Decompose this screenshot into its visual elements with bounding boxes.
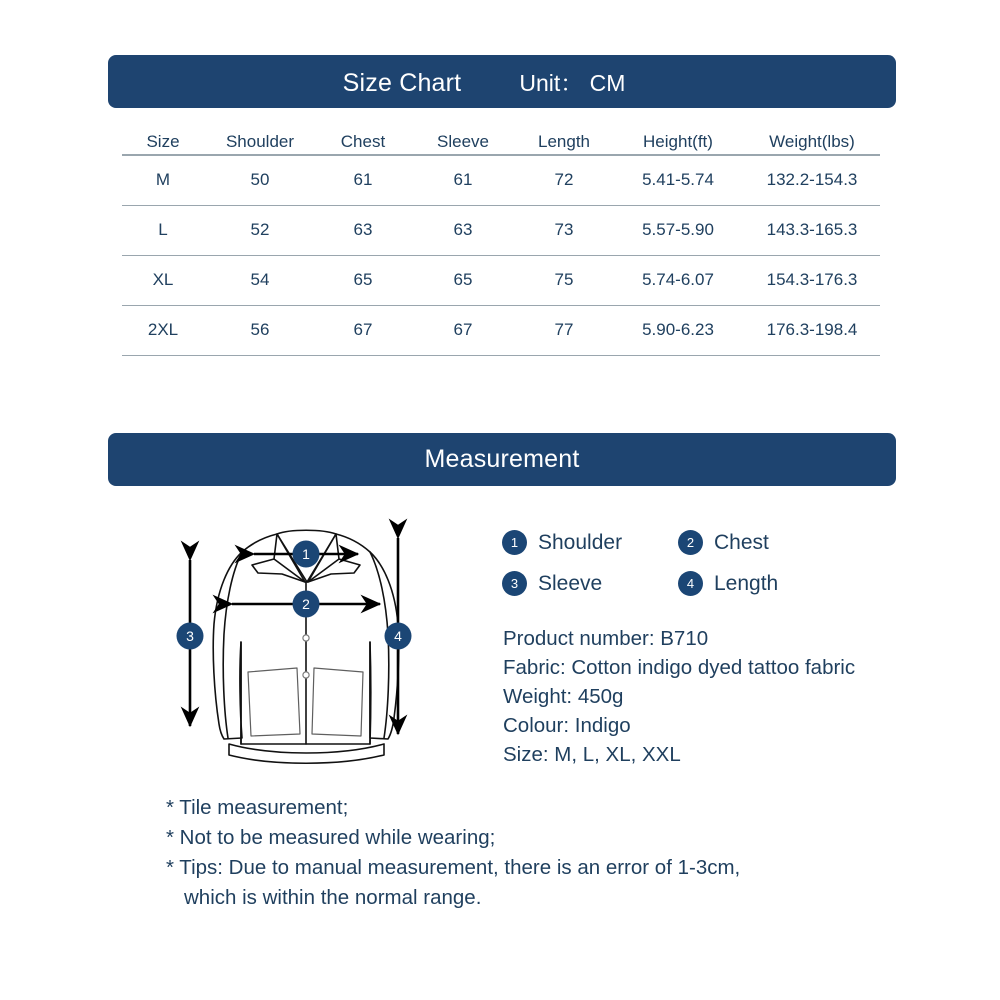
legend-badge-2-icon: 2 xyxy=(678,530,703,555)
legend-item-length xyxy=(678,571,778,596)
note-tips-continued: which is within the normal range. xyxy=(184,886,482,909)
svg-text:3: 3 xyxy=(186,628,194,644)
legend-label-shoulder: Shoulder xyxy=(538,530,623,554)
cell-shoulder: 50 xyxy=(250,170,270,190)
cell-sleeve: 63 xyxy=(453,220,473,239)
cell-weight: 176.3-198.4 xyxy=(766,320,858,339)
cell-height: 5.74-6.07 xyxy=(642,270,714,289)
cell-height: 5.90-6.23 xyxy=(642,320,714,339)
legend-badge-1-icon: 1 xyxy=(502,530,527,555)
measurement-legend xyxy=(502,530,892,612)
cell-chest: 61 xyxy=(353,170,373,190)
product-number-line: Product number: B710 xyxy=(503,627,709,650)
table-row xyxy=(122,205,880,255)
cell-height: 5.41-5.74 xyxy=(642,170,714,190)
legend-label-chest: Chest xyxy=(714,530,769,554)
cell-weight: 154.3-176.3 xyxy=(766,270,858,289)
cell-shoulder: 54 xyxy=(250,270,270,289)
table-row xyxy=(122,155,880,205)
colour-line: Colour: Indigo xyxy=(503,714,631,737)
note-not-while-wearing: * Not to be measured while wearing; xyxy=(166,826,496,849)
column-header-sleeve: Sleeve xyxy=(437,132,489,151)
legend-item-chest xyxy=(678,530,769,555)
size-chart-title: Size Chart xyxy=(342,69,462,97)
svg-text:2: 2 xyxy=(302,596,310,612)
cell-size: M xyxy=(155,170,171,190)
legend-label-length: Length xyxy=(714,571,779,595)
cell-size: XL xyxy=(152,270,174,289)
cell-length: 72 xyxy=(554,170,574,190)
jacket-diagram xyxy=(162,512,452,780)
diagram-marker-1 xyxy=(293,541,320,568)
cell-weight: 132.2-154.3 xyxy=(766,170,858,190)
measurement-notes xyxy=(166,793,906,913)
table-row xyxy=(122,255,880,305)
size-chart-banner-inner xyxy=(343,65,626,98)
legend-item-shoulder xyxy=(502,530,678,555)
cell-sleeve: 61 xyxy=(453,170,473,190)
cell-sleeve: 65 xyxy=(453,270,473,289)
cell-sleeve: 67 xyxy=(453,320,473,339)
size-line: Size: M, L, XL, XXL xyxy=(503,743,681,766)
cell-length: 75 xyxy=(554,270,574,289)
cell-shoulder: 52 xyxy=(250,220,270,239)
size-chart-unit: Unit： CM xyxy=(519,70,626,96)
note-tile-measurement: * Tile measurement; xyxy=(166,796,349,819)
cell-shoulder: 56 xyxy=(250,320,270,339)
column-header-size: Size xyxy=(146,132,180,151)
svg-text:1: 1 xyxy=(302,546,310,562)
diagram-marker-2 xyxy=(293,591,320,618)
note-tips: * Tips: Due to manual measurement, there is an error of 1-3cm, xyxy=(166,856,741,879)
column-header-height: Height(ft) xyxy=(643,132,713,151)
size-chart-banner xyxy=(108,55,896,108)
cell-chest: 65 xyxy=(353,270,373,289)
cell-length: 73 xyxy=(554,220,574,239)
cell-chest: 63 xyxy=(353,220,373,239)
column-header-shoulder: Shoulder xyxy=(225,132,295,151)
legend-badge-4-icon: 4 xyxy=(678,571,703,596)
cell-height: 5.57-5.90 xyxy=(642,220,714,239)
legend-label-sleeve: Sleeve xyxy=(538,571,603,595)
legend-row-1 xyxy=(502,530,892,555)
cell-weight: 143.3-165.3 xyxy=(766,220,858,239)
svg-text:4: 4 xyxy=(394,628,402,644)
table-row xyxy=(122,305,880,355)
legend-row-2 xyxy=(502,571,892,596)
weight-line: Weight: 450g xyxy=(503,685,624,708)
cell-length: 77 xyxy=(554,320,574,339)
column-header-chest: Chest xyxy=(340,132,386,151)
size-table-body xyxy=(122,155,880,355)
cell-size: L xyxy=(158,220,168,239)
size-table-head xyxy=(122,122,880,155)
table-header-row xyxy=(122,122,880,155)
fabric-line: Fabric: Cotton indigo dyed tattoo fabric xyxy=(503,656,856,679)
measurement-banner xyxy=(108,433,896,486)
cell-chest: 67 xyxy=(353,320,373,339)
cell-size: 2XL xyxy=(147,320,179,339)
column-header-length: Length xyxy=(538,132,590,151)
legend-badge-3-icon: 3 xyxy=(502,571,527,596)
diagram-marker-3 xyxy=(177,623,204,650)
product-info xyxy=(503,624,903,769)
measurement-title: Measurement xyxy=(424,445,580,473)
legend-item-sleeve xyxy=(502,571,678,596)
size-table xyxy=(122,122,880,356)
column-header-weight: Weight(lbs) xyxy=(769,132,855,151)
diagram-marker-4 xyxy=(385,623,412,650)
